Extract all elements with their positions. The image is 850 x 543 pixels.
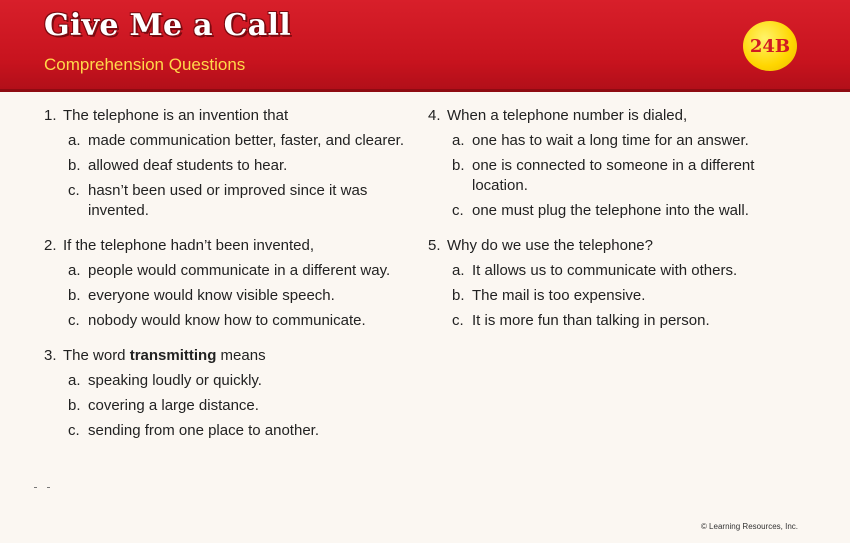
left-column — [44, 106, 424, 456]
option-text: people would communicate in a different way. — [88, 262, 391, 279]
option-text: sending from one place to another. — [88, 422, 319, 439]
answer-option — [452, 261, 828, 281]
question-text: When a telephone number is dialed, — [447, 107, 688, 124]
answer-option — [452, 156, 828, 196]
option-text: allowed deaf students to hear. — [88, 157, 288, 174]
question-1 — [44, 106, 424, 221]
option-text: hasn’t been used or improved since it was invented. — [88, 182, 368, 219]
question-3 — [44, 346, 424, 441]
answer-option — [68, 261, 424, 281]
answer-option — [68, 156, 424, 176]
question-number: 3. — [44, 347, 57, 364]
option-letter: c. — [452, 202, 464, 219]
option-letter: a. — [68, 372, 81, 389]
answer-option — [68, 396, 424, 416]
option-text: one is connected to someone in a different location. — [472, 157, 755, 194]
option-text: The mail is too expensive. — [472, 287, 646, 304]
vocabulary-word: transmitting — [129, 347, 217, 364]
print-speck — [34, 487, 37, 488]
question-text: If the telephone hadn’t been invented, — [63, 237, 315, 254]
answer-option — [68, 421, 424, 441]
question-text: The telephone is an invention that — [63, 107, 289, 124]
option-letter: b. — [68, 287, 81, 304]
option-text: everyone would know visible speech. — [88, 287, 335, 304]
option-letter: c. — [452, 312, 464, 329]
page-title: Give Me a Call — [44, 8, 291, 43]
card-number-badge: 24B — [743, 21, 797, 71]
option-letter: a. — [68, 132, 81, 149]
answer-option — [68, 311, 424, 331]
option-text: one must plug the telephone into the wall. — [472, 202, 749, 219]
option-letter: a. — [452, 132, 465, 149]
answer-option — [452, 201, 828, 221]
question-text: The word transmitting means — [63, 347, 266, 364]
print-speck — [47, 487, 50, 488]
option-letter: b. — [68, 157, 81, 174]
answer-option — [68, 371, 424, 391]
option-text: covering a large distance. — [88, 397, 259, 414]
option-text: speaking loudly or quickly. — [88, 372, 262, 389]
answer-option — [452, 311, 828, 331]
option-letter: b. — [452, 157, 465, 174]
option-letter: c. — [68, 182, 80, 199]
option-letter: b. — [68, 397, 81, 414]
option-text: nobody would know how to communicate. — [88, 312, 366, 329]
option-text: made communication better, faster, and clearer. — [88, 132, 405, 149]
question-number: 4. — [428, 107, 441, 124]
answer-option — [68, 286, 424, 306]
option-letter: b. — [452, 287, 465, 304]
question-text: Why do we use the telephone? — [447, 237, 653, 254]
answer-option — [68, 181, 424, 221]
answer-option — [452, 286, 828, 306]
answer-option — [68, 131, 424, 151]
question-4 — [428, 106, 828, 221]
answer-option — [452, 131, 828, 151]
question-number: 2. — [44, 237, 57, 254]
right-column — [428, 106, 828, 346]
page-subtitle: Comprehension Questions — [44, 55, 246, 74]
option-text: It is more fun than talking in person. — [472, 312, 710, 329]
question-number: 1. — [44, 107, 57, 124]
question-5 — [428, 236, 828, 331]
question-2 — [44, 236, 424, 331]
option-letter: c. — [68, 422, 80, 439]
copyright-notice: © Learning Resources, Inc. — [700, 522, 798, 531]
header-banner — [0, 0, 850, 92]
option-text: one has to wait a long time for an answer. — [472, 132, 749, 149]
question-number: 5. — [428, 237, 441, 254]
option-letter: a. — [452, 262, 465, 279]
option-text: It allows us to communicate with others. — [472, 262, 738, 279]
option-letter: c. — [68, 312, 80, 329]
option-letter: a. — [68, 262, 81, 279]
